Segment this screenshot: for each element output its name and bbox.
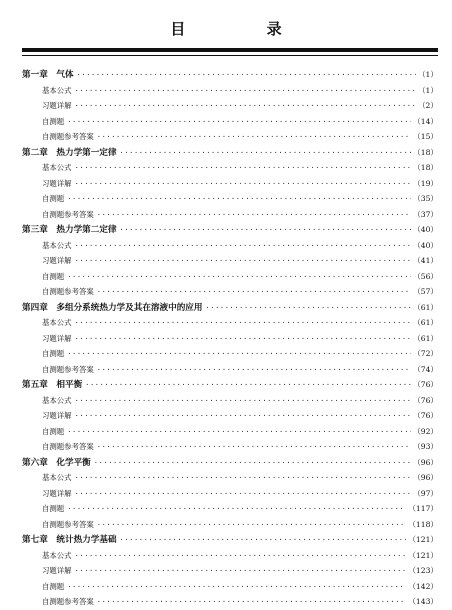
toc-page-number: （40） [413,240,438,250]
toc-dot-leader [85,378,411,393]
toc-section-entry[interactable] [22,594,438,610]
toc-section-entry[interactable] [22,284,438,300]
toc-page-number: （76） [413,411,438,420]
toc-dot-leader [75,239,412,254]
toc-dot-leader [67,425,411,440]
toc-section-entry[interactable] [22,238,438,254]
toc-page-number: （61） [413,318,438,327]
toc-chapter-entry[interactable] [22,532,438,548]
toc-section-entry[interactable] [22,579,438,595]
toc-page-number: （18） [413,163,438,172]
toc-page-number: （72） [413,349,438,358]
toc-dot-leader [67,270,411,285]
toc-section-entry[interactable] [22,470,438,486]
toc-dot-leader [75,394,412,409]
toc-page-number: （19） [413,178,438,188]
toc-entry-label: 第一章 气体 [22,70,74,80]
toc-dot-leader [67,115,411,130]
toc-section-entry[interactable] [22,331,438,347]
toc-page-number: （76） [413,395,438,405]
toc-dot-leader [97,363,411,378]
toc-entry-label: 基本公式 [42,473,72,482]
toc-section-entry[interactable] [22,83,438,99]
toc-page-number: （96） [413,457,438,467]
toc-section-entry[interactable] [22,129,438,145]
toc-entry-label: 基本公式 [42,163,72,172]
toc-page-number: （57） [413,287,438,296]
toc-entry-label: 第三章 热力学第二定律 [22,225,117,235]
toc-page-number: （14） [413,116,438,126]
toc-entry-label: 第七章 统计热力学基础 [22,535,117,545]
toc-section-entry[interactable] [22,393,438,409]
toc-section-entry[interactable] [22,269,438,285]
toc-dot-leader [75,564,407,579]
toc-chapter-entry[interactable] [22,377,438,393]
toc-dot-leader [75,549,407,564]
toc-page-number: （61） [413,302,438,312]
toc-section-entry[interactable] [22,114,438,130]
toc-chapter-entry[interactable] [22,67,438,83]
toc-section-entry[interactable] [22,408,438,424]
toc-dot-leader [67,502,406,517]
toc-page-number: （96） [413,473,438,482]
toc-dot-leader [67,347,411,362]
toc-page-number: （40） [413,225,438,234]
toc-entry-label: 基本公式 [42,318,72,327]
toc-dot-leader [75,84,416,99]
toc-entry-label: 自测题参考答案 [42,597,94,606]
toc-chapter-entry[interactable] [22,222,438,238]
toc-page-number: （121） [408,550,438,560]
toc-page-number: （2） [417,101,438,110]
toc-entry-label: 第六章 化学平衡 [22,457,91,468]
toc-section-entry[interactable] [22,207,438,223]
toc-dot-leader [75,254,412,269]
toc-entry-label: 自测题参考答案 [42,364,94,374]
toc-entry-label: 第五章 相平衡 [22,380,83,390]
toc-page-number: （37） [413,209,438,219]
toc-dot-leader [94,456,411,471]
toc-section-entry[interactable] [22,501,438,517]
toc-page-number: （142） [408,581,438,591]
toc-page-number: （93） [413,442,438,451]
toc-page-number: （1） [417,70,438,79]
toc-dot-leader [97,130,411,145]
toc-entry-label: 习题详解 [42,411,72,420]
toc-dot-leader [120,223,412,238]
toc-dot-leader [67,192,411,207]
toc-entry-label: 自测题 [42,349,65,358]
toc-entry-label: 自测题参考答案 [42,287,94,296]
toc-chapter-entry[interactable] [22,455,438,471]
toc-page-number: （97） [413,488,438,498]
toc-page-number: （35） [413,194,438,203]
toc-entry-label: 自测题 [42,271,65,281]
toc-section-entry[interactable] [22,191,438,207]
toc-dot-leader [120,146,412,161]
title-rule-thin [22,55,438,56]
toc-entry-label: 习题详解 [42,488,72,498]
toc-page-number: （143） [408,597,438,606]
toc-dot-leader [97,440,411,455]
toc-entry-label: 自测题参考答案 [42,442,94,451]
toc-section-entry[interactable] [22,439,438,455]
toc-section-entry[interactable] [22,362,438,378]
toc-entry-label: 习题详解 [42,333,72,343]
toc-section-entry[interactable] [22,563,438,579]
toc-entry-label: 习题详解 [42,101,72,110]
toc-chapter-entry[interactable] [22,300,438,316]
toc-entry-label: 基本公式 [42,550,72,560]
toc-dot-leader [67,580,406,595]
toc-entry-label: 自测题参考答案 [42,209,94,219]
toc-page-number: （92） [413,426,438,436]
toc-section-entry[interactable] [22,160,438,176]
toc-dot-leader [97,285,411,300]
title-rule-thick [22,48,438,52]
toc-entry-label: 基本公式 [42,85,72,95]
toc-entry-label: 自测题参考答案 [42,519,94,529]
toc-dot-leader [205,301,411,316]
toc-dot-leader [75,471,412,486]
toc-page-number: （74） [413,364,438,374]
toc-section-entry[interactable] [22,486,438,502]
toc-page-number: （76） [413,380,438,389]
toc-dot-leader [75,161,412,176]
toc-dot-leader [75,99,416,114]
toc-dot-leader [75,487,412,502]
toc-page-number: （15） [413,132,438,141]
toc-section-entry[interactable] [22,548,438,564]
toc-entry-label: 自测题参考答案 [42,132,94,141]
toc-entry-label: 自测题 [42,504,65,513]
toc-entry-label: 自测题 [42,194,65,203]
toc-section-entry[interactable] [22,424,438,440]
toc-page-number: （118） [408,519,438,529]
toc-dot-leader [97,595,407,610]
toc-page-number: （121） [408,535,438,544]
toc-dot-leader [97,208,411,223]
toc-entry-label: 第二章 热力学第一定律 [22,147,117,158]
toc-section-entry[interactable] [22,517,438,533]
toc-dot-leader [120,533,407,548]
toc-dot-leader [75,332,412,347]
toc-page-number: （18） [413,147,438,157]
toc-entry-label: 习题详解 [42,256,72,265]
toc-section-entry[interactable] [22,98,438,114]
toc-entry-label: 基本公式 [42,240,72,250]
toc-dot-leader [75,409,412,424]
toc-section-entry[interactable] [22,346,438,362]
toc-entry-label: 自测题 [42,116,65,126]
toc-entry-label: 习题详解 [42,178,72,188]
toc-entry-label: 自测题 [42,581,65,591]
toc-entry-label: 习题详解 [42,566,72,575]
toc-page-number: （56） [413,271,438,281]
toc-page-number: （117） [408,504,438,513]
table-of-contents [22,67,438,610]
toc-dot-leader [75,177,412,192]
toc-chapter-entry[interactable] [22,145,438,161]
toc-dot-leader [97,518,407,533]
toc-page-number: （41） [413,256,438,265]
toc-page-number: （123） [408,566,438,575]
toc-entry-label: 基本公式 [42,395,72,405]
toc-section-entry[interactable] [22,176,438,192]
toc-section-entry[interactable] [22,315,438,331]
toc-section-entry[interactable] [22,253,438,269]
toc-dot-leader [75,316,412,331]
toc-dot-leader [77,68,416,83]
toc-page-number: （1） [417,85,438,95]
page-title: 目 录 [170,20,320,38]
toc-page-number: （61） [413,333,438,343]
toc-entry-label: 自测题 [42,426,65,436]
toc-entry-label: 第四章 多组分系统热力学及其在溶液中的应用 [22,302,203,313]
